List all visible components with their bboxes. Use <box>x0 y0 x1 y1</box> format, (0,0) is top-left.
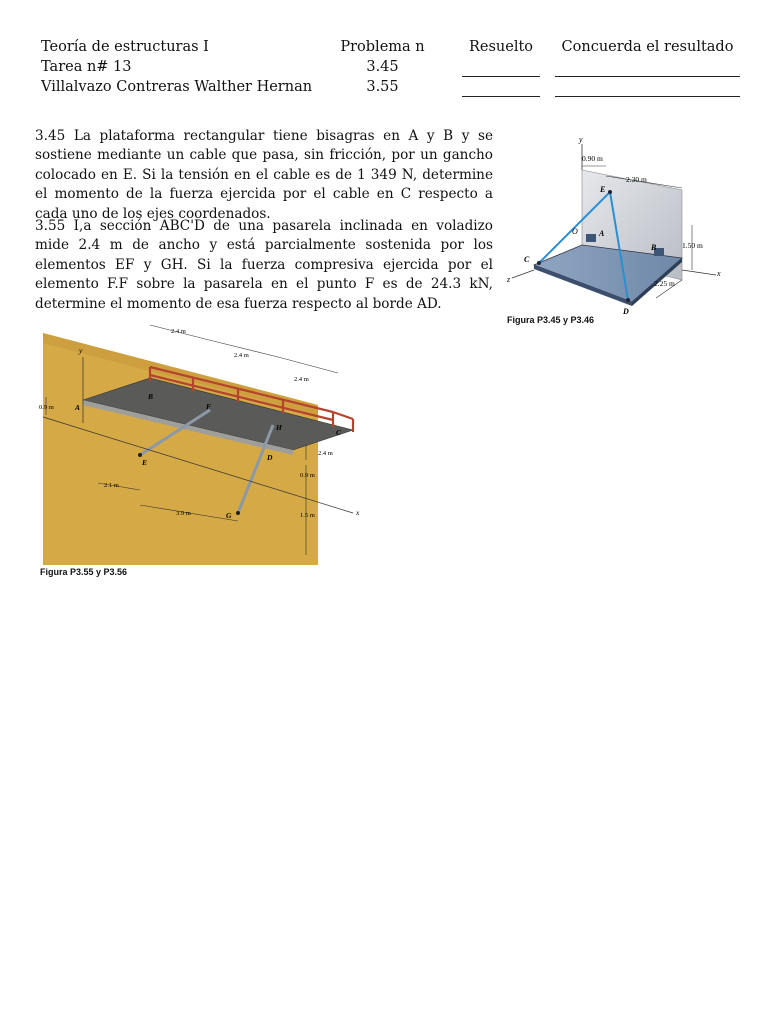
fig1-label-c: C <box>524 255 530 264</box>
agree-blank-line-2 <box>555 96 740 97</box>
fig1-dim-0-90: 0.90 m <box>582 154 603 163</box>
fig2-label-c: C <box>336 428 342 437</box>
figure-p3-45-drawing <box>506 130 731 335</box>
fig2-dim-1: 2.4 m <box>171 328 186 335</box>
fig1-label-b: B <box>651 243 657 252</box>
fig2-label-a: A <box>75 403 81 412</box>
fig2-label-g: G <box>226 511 232 520</box>
solved-blank-line-1 <box>462 76 540 77</box>
fig2-dim-2: 2.4 m <box>234 352 249 359</box>
fig1-dim-1-50: 1.50 m <box>682 241 703 250</box>
fig1-label-o: O <box>572 227 578 236</box>
problem-3-45-text: 3.45 La plataforma rectangular tiene bisagras en A y B y se sostiene mediante un cable que pasa, sin fricción, por un gancho colocado en E. Si la tensión en el cable es de 1 349 N, determine el momento de la fuerza ejercida por el cable en C respecto a cada uno de los ejes coordenados. <box>35 128 493 222</box>
fig1-label-e: E <box>600 185 606 194</box>
figure-p3-55 <box>38 315 368 580</box>
student-name: Villalvazo Contreras Walther Hernan <box>41 79 313 95</box>
fig2-label-d: D <box>267 453 273 462</box>
homework-number: Tarea n# 13 <box>41 59 132 75</box>
fig1-dim-2-30: 2.30 m <box>626 175 647 184</box>
agree-column-header: Concuerda el resultado <box>561 39 734 55</box>
figure-p3-45-caption: Figura P3.45 y P3.46 <box>507 315 595 325</box>
fig1-dim-2-25: 2.25 m <box>654 279 675 288</box>
problem-3-55-text: 3.55 I,a sección ABC'D de una pasarela inclinada en voladizo mide 2.4 m de ancho y está parcialmente sostenida por los elementos EF y GH. Si la fuerza compresiva ejercida por el elemento F.F sobre la pasarela en el punto F es de 24.3 kN, determine el momento de esa fuerza respecto al borde AD. <box>35 218 493 312</box>
problem-column-header: Problema n <box>340 39 425 55</box>
fig2-dim-6: 0.9 m <box>300 472 315 479</box>
fig2-dim-5: 2.4 m <box>318 450 333 457</box>
solved-blank-line-2 <box>462 96 540 97</box>
fig2-label-b: B <box>148 392 154 401</box>
figure-p3-55-drawing <box>38 315 368 565</box>
fig1-label-x: x <box>717 269 721 278</box>
fig2-label-x: x <box>356 508 360 517</box>
course-title: Teoría de estructuras I <box>41 39 209 55</box>
figure-p3-55-caption: Figura P3.55 y P3.56 <box>40 567 128 577</box>
fig2-label-y: y <box>79 346 83 355</box>
figure-p3-45 <box>506 130 731 335</box>
agree-blank-line-1 <box>555 76 740 77</box>
fig2-dim-3: 2.4 m <box>294 376 309 383</box>
problem-number-2: 3.55 <box>366 79 399 95</box>
fig1-label-d: D <box>623 307 629 316</box>
fig2-label-e: E <box>142 458 148 467</box>
fig1-label-a: A <box>599 229 605 238</box>
fig2-label-h: H <box>276 423 282 432</box>
solved-column-header: Resuelto <box>468 39 534 55</box>
fig2-dim-8: 2.1 m <box>104 482 119 489</box>
fig2-dim-9: 3.9 m <box>176 510 191 517</box>
fig2-dim-7: 1.5 m <box>300 512 315 519</box>
fig2-dim-4: 0.9 m <box>39 404 54 411</box>
problem-number-1: 3.45 <box>366 59 399 75</box>
fig1-hinge-a <box>586 234 596 242</box>
fig1-label-z: z <box>507 275 511 284</box>
fig2-label-f: F <box>206 402 212 411</box>
fig1-label-y: y <box>579 135 583 144</box>
